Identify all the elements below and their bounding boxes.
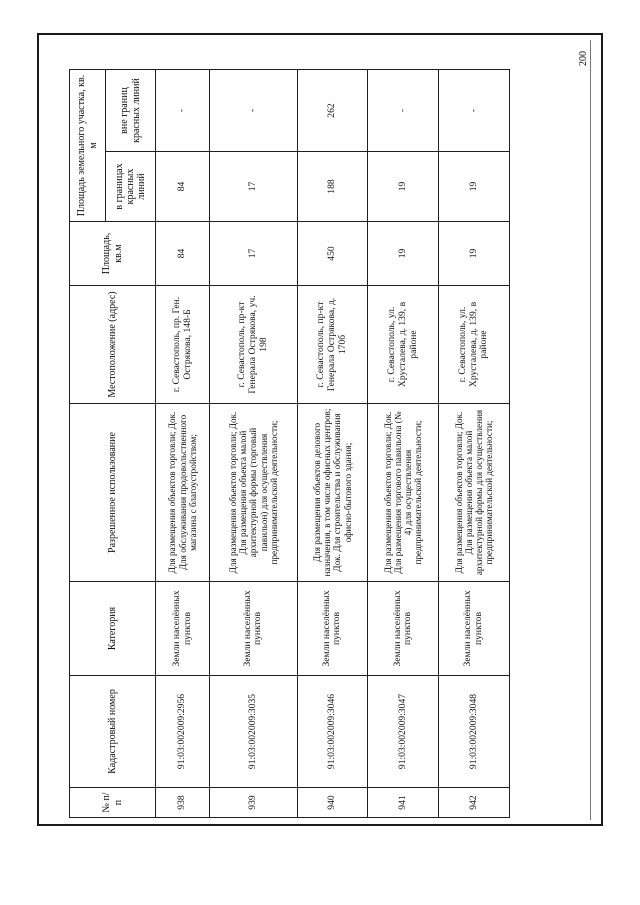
cell-no: 942 xyxy=(439,788,510,818)
cell-category: Земли населённых пунктов xyxy=(156,582,210,676)
table-row xyxy=(297,70,368,818)
cell-location: г. Севастополь, пр. Ген. Острякова, 148-Б xyxy=(156,286,210,404)
cell-area: 450 xyxy=(297,222,368,286)
cell-location: г. Севастополь, ул. Хрусталева, д. 139, в районе xyxy=(368,286,439,404)
table-row xyxy=(210,70,297,818)
cell-outside: - xyxy=(156,70,210,152)
land-plots-table xyxy=(69,69,510,818)
header-no: № п/п xyxy=(70,788,156,818)
header-category: Категория xyxy=(70,582,156,676)
cell-area: 17 xyxy=(210,222,297,286)
cell-no: 939 xyxy=(210,788,297,818)
header-outside-red-lines: вне границ красных линий xyxy=(106,70,156,152)
header-area: Площадь, кв.м xyxy=(70,222,156,286)
cell-within: 17 xyxy=(210,152,297,222)
table-row xyxy=(368,70,439,818)
cell-permitted-use: Для размещения объектов торговли; Док. Для обслуживания продовольственного магазина с благоустройством; xyxy=(156,404,210,582)
page-number: 200 xyxy=(578,51,589,66)
cell-no: 940 xyxy=(297,788,368,818)
cell-within: 188 xyxy=(297,152,368,222)
cell-no: 938 xyxy=(156,788,210,818)
cell-cadastral: 91:03:002009:3035 xyxy=(210,676,297,788)
cell-location: г. Севастополь, пр-кт Генерала Острякова, уч. 198 xyxy=(210,286,297,404)
table-row xyxy=(156,70,210,818)
cell-cadastral: 91:03:002009:2956 xyxy=(156,676,210,788)
table-row xyxy=(439,70,510,818)
header-cadastral: Кадастровый номер xyxy=(70,676,156,788)
cell-category: Земли населённых пунктов xyxy=(297,582,368,676)
land-plots-table-container xyxy=(69,70,510,818)
cell-cadastral: 91:03:002009:3047 xyxy=(368,676,439,788)
cell-no: 941 xyxy=(368,788,439,818)
cell-permitted-use: Для размещения объектов торговли; Док. Для размещения объекта малой архитектурной формы для осуществления предпринимательской деятельности; xyxy=(439,404,510,582)
cell-category: Земли населённых пунктов xyxy=(368,582,439,676)
header-location: Местоположение (адрес) xyxy=(70,286,156,404)
cell-outside: - xyxy=(210,70,297,152)
cell-within: 84 xyxy=(156,152,210,222)
header-land-area-group: Площадь земельного участка, кв. м xyxy=(70,70,106,222)
cell-area: 19 xyxy=(368,222,439,286)
cell-outside: - xyxy=(439,70,510,152)
cell-permitted-use: Для размещения объектов торговли; Док. Для размещения объекта малой архитектурной формы (торговый павильон) для осуществления предпринимательской деятельности; xyxy=(210,404,297,582)
cell-within: 19 xyxy=(439,152,510,222)
cell-cadastral: 91:03:002009:3046 xyxy=(297,676,368,788)
cell-location: г. Севастополь, ул. Хрусталева, д. 139, в районе xyxy=(439,286,510,404)
cell-area: 84 xyxy=(156,222,210,286)
header-within-red-lines: в границах красных линий xyxy=(106,152,156,222)
cell-location: г. Севастополь, пр-кт Генерала Острякова, д. 170б xyxy=(297,286,368,404)
cell-permitted-use: Для размещения объектов торговли; Док. Для размещения торгового павильона (№ 4) для осуществления предпринимательской деятельности; xyxy=(368,404,439,582)
header-permitted-use: Разрешенное использование xyxy=(70,404,156,582)
cell-permitted-use: Для размещения объектов делового назначения, в том числе офисных центров; Док. Для строительства и обслуживания офисно-бытового здания; xyxy=(297,404,368,582)
cell-cadastral: 91:03:002009:3048 xyxy=(439,676,510,788)
cell-area: 19 xyxy=(439,222,510,286)
header-rule xyxy=(590,40,591,820)
cell-category: Земли населённых пунктов xyxy=(439,582,510,676)
cell-category: Земли населённых пунктов xyxy=(210,582,297,676)
cell-outside: - xyxy=(368,70,439,152)
cell-within: 19 xyxy=(368,152,439,222)
cell-outside: 262 xyxy=(297,70,368,152)
